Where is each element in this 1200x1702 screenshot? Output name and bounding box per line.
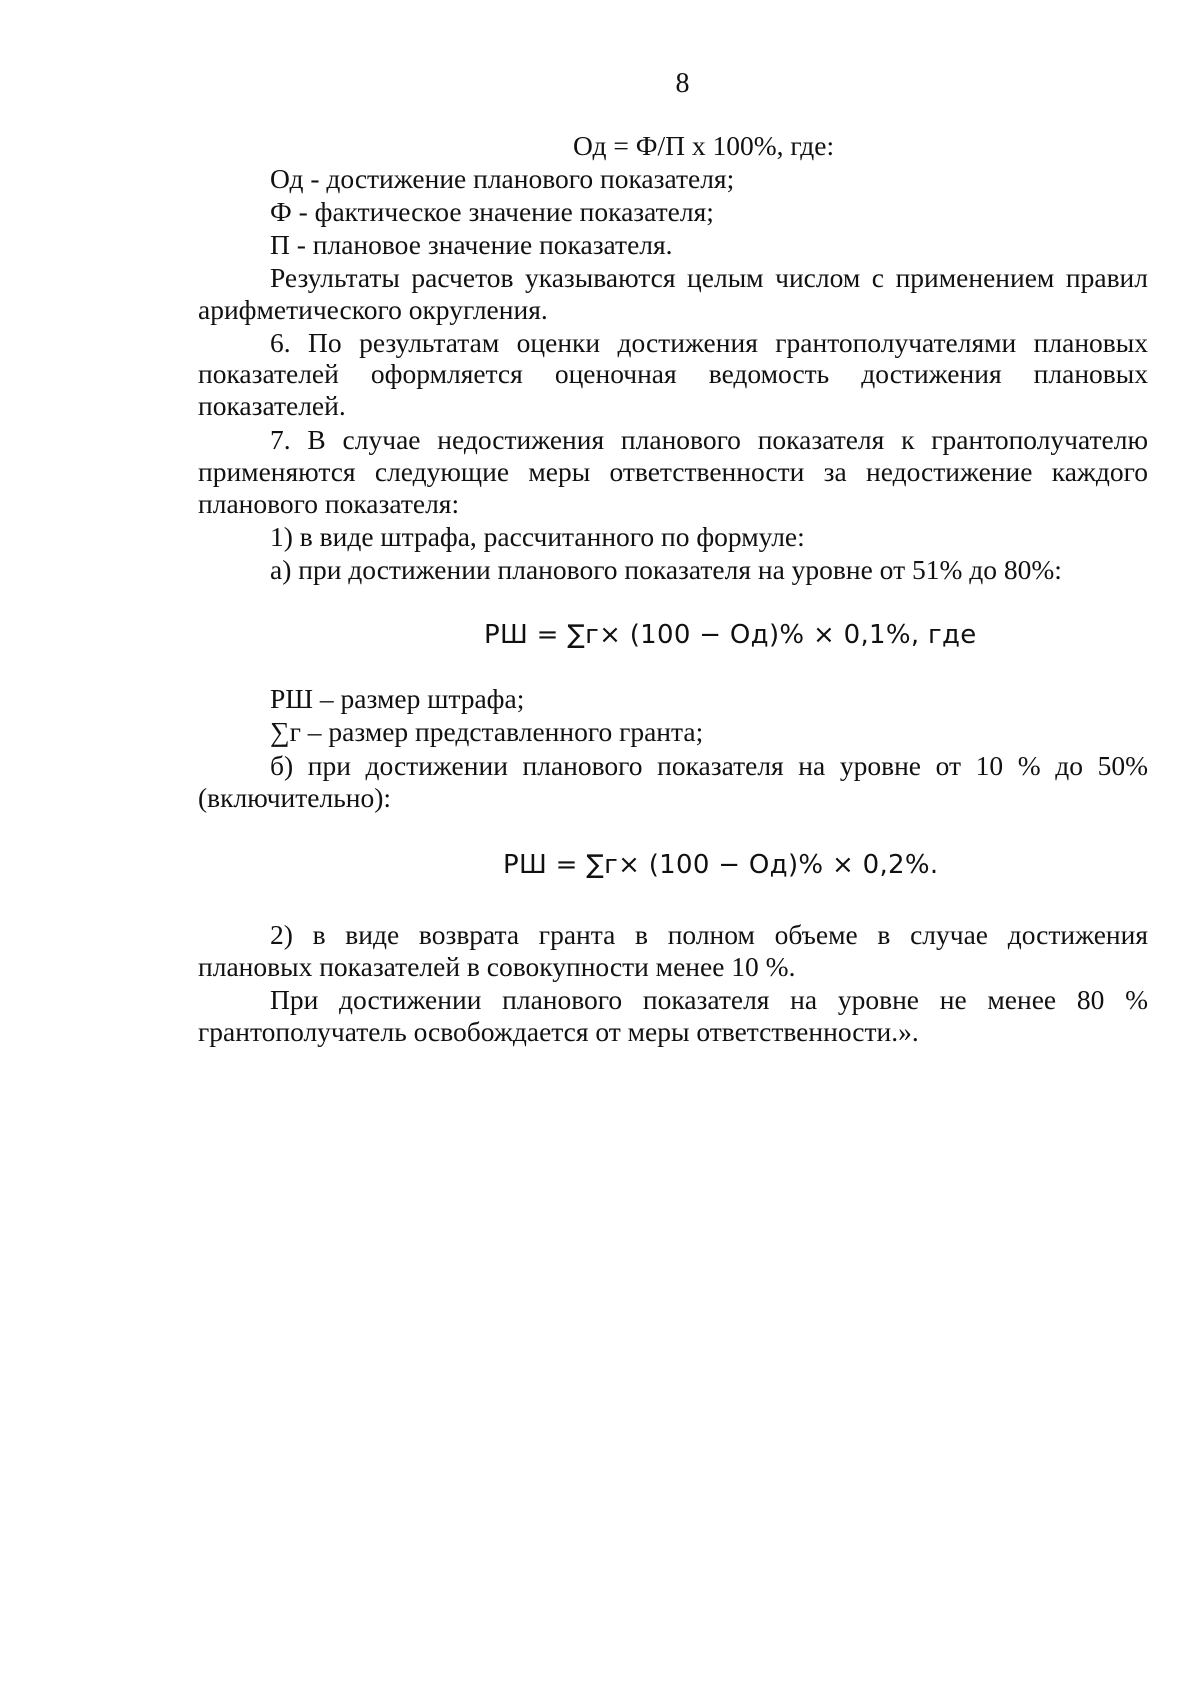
definition-f: Ф - фактическое значение показателя;: [270, 196, 714, 227]
item-7-line-1: 7. В случае недостижения планового показателя к грантополучателю: [270, 424, 1148, 455]
item-6-line-3: показателей.: [198, 390, 346, 421]
definition-rsh: РШ – размер штрафа;: [270, 683, 525, 714]
fine-formula-a: РШ = ∑г× (100 − Од)% × 0,1%, где: [484, 620, 977, 650]
definition-od: Од - достижение планового показателя;: [270, 163, 735, 194]
subitem-2-line-2: плановых показателей в совокупности менее 10 %.: [198, 951, 796, 982]
subitem-a: а) при достижении планового показателя на уровне от 51% до 80%:: [270, 554, 1062, 585]
subitem-2-line-1: 2) в виде возврата гранта в полном объеме в случае достижения: [270, 919, 1148, 950]
results-paragraph-line-1: Результаты расчетов указываются целым числом с применением правил: [270, 262, 1148, 293]
item-6-line-1: 6. По результатам оценки достижения грантополучателями плановых: [270, 327, 1148, 358]
definition-grant-sum: ∑г – размер представленного гранта;: [270, 716, 704, 747]
page-number: 8: [675, 68, 690, 99]
definition-p: П - плановое значение показателя.: [270, 229, 673, 260]
final-paragraph-line-2: грантополучатель освобождается от меры ответственности.».: [198, 1016, 919, 1047]
subitem-1: 1) в виде штрафа, рассчитанного по формуле:: [270, 521, 805, 552]
subitem-b-line-2: (включительно):: [198, 782, 392, 813]
subitem-b-line-1: б) при достижении планового показателя на уровне от 10 % до 50%: [270, 750, 1148, 781]
results-paragraph-line-2: арифметического округления.: [198, 294, 548, 325]
formula-od: Од = Ф/П х 100%, где:: [573, 130, 835, 161]
fine-formula-b: РШ = ∑г× (100 − Од)% × 0,2%.: [503, 850, 939, 880]
item-6-line-2: показателей оформляется оценочная ведомость достижения плановых: [198, 358, 1148, 389]
item-7-line-2: применяются следующие меры ответственности за недостижение каждого: [198, 456, 1148, 487]
final-paragraph-line-1: При достижении планового показателя на уровне не менее 80 %: [270, 984, 1148, 1015]
item-7-line-3: планового показателя:: [198, 488, 460, 519]
